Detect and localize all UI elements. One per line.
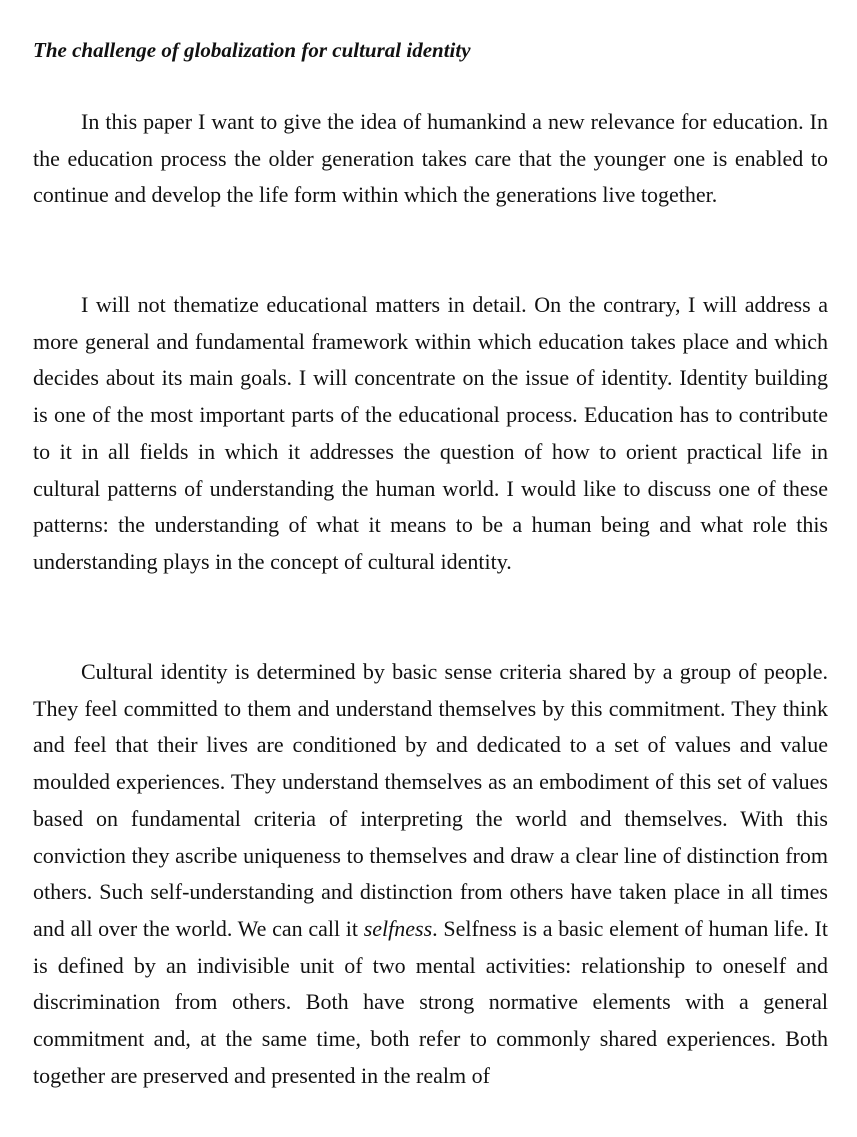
paragraph-3 <box>33 654 828 1094</box>
emphasized-term: selfness <box>363 915 433 941</box>
document-title: The challenge of globalization for cultural identity <box>33 38 471 62</box>
paragraph-1: In this paper I want to give the idea of humankind a new relevance for education. In the education process the older generation takes care that the younger one is enabled to continue and develop the life form within which the generations live together. <box>33 109 828 208</box>
paragraph-2: I will not thematize educational matters in detail. On the contrary, I will address a more general and fundamental framework within which education takes place and which decides about its main goals. I will concentrate on the issue of identity. Identity building is one of the most important parts of the educational process. Education has to contribute to it in all fields in which it addresses the question of how to orient practical life in cultural patterns of understanding the human world. I would like to discuss one of these patterns: the understanding of what it means to be a human being and what role this understanding plays in the concept of cultural identity. <box>33 292 828 574</box>
paragraph-3-text-after: . Selfness is a basic element of human life. It is defined by an indivisible unit of two mental activities: relationship to oneself and discrimination from others. Both have strong normative elements with a general commitment and, at the same time, both refer to commonly shared experiences. Both together are preserved and presented in the realm of <box>33 915 828 1088</box>
paragraph-3-text-before: Cultural identity is determined by basic sense criteria shared by a group of people. They feel committed to them and understand themselves by this commitment. They think and feel that their lives are conditioned by and dedicated to a set of values and value moulded experiences. They understand themselves as an embodiment of this set of values based on fundamental criteria of interpreting the world and themselves. With this conviction they ascribe uniqueness to themselves and draw a clear line of distinction from others. Such self-understanding and distinction from others have taken place in all times and all over the world. We can call it <box>33 659 828 941</box>
